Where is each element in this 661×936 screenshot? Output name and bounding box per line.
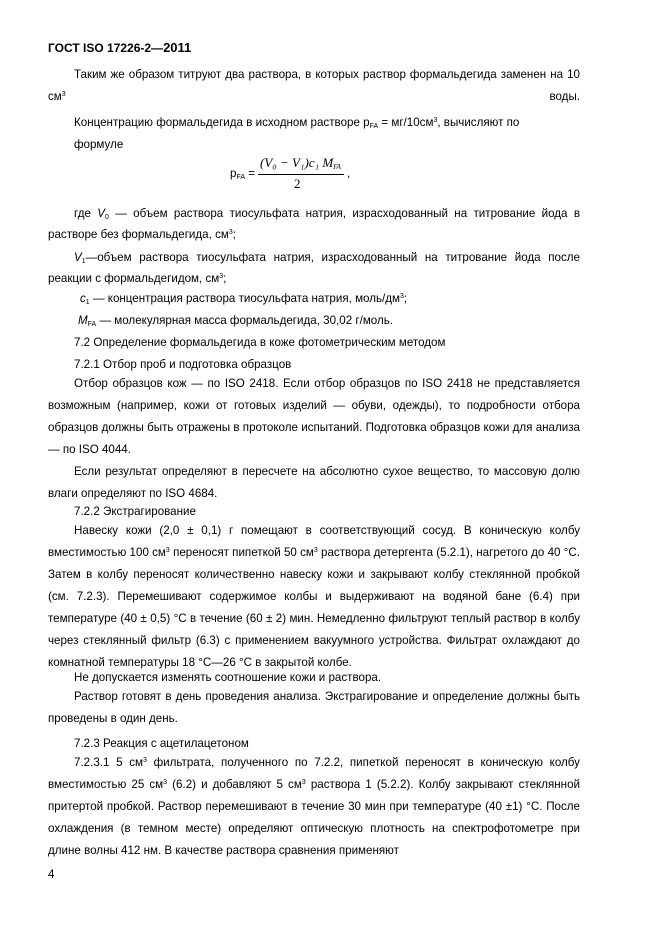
page-number: 4 [48,868,55,881]
text: ; [223,272,227,285]
subscript: 0 [105,214,109,221]
formula-word: формуле [74,138,124,151]
concentration-line [74,115,519,131]
text: растворе без формальдегида, см [48,228,229,241]
fraction-bar [258,174,344,175]
text: реакции с формальдегидом, см [48,272,220,285]
superscript: 3 [219,273,224,280]
text: Концентрацию формальдегида в исходном растворе p [74,116,370,129]
subscript: FA [369,123,379,130]
text: ; [232,228,236,241]
def-mfa [78,313,393,329]
subscript: FA [236,174,246,181]
text: раствора 1 (5.2.2). Колбу закрывают стеклянной притертой пробкой. Раствор перемешивают в течение 30 мин при температуре (40 ±1) °С. После охлаждения (в темном месте) определяют оптическую плотность на спектрофотометре при длине волны 412 нм. В качестве раствора сравнения применяют [48,778,580,857]
document-header [48,40,191,55]
text: (V₀ − V₁)c₁ M [260,155,334,170]
superscript: 3 [165,547,170,554]
superscript: 3 [433,117,438,124]
superscript: 3 [61,91,66,98]
paragraph-titration [48,64,580,108]
def-v1 [48,247,580,269]
text: — объем раствора тиосульфата натрия, израсходованный на титрование йода в [108,207,580,220]
superscript: 3 [313,547,318,554]
formula [220,155,420,195]
header-year: 2011 [163,40,192,55]
text: фильтрата, полученного по 7.2.2, пипеткой переносят в коническую колбу вместимостью 25 см [48,756,580,791]
formula-lhs [230,167,255,180]
section-7-2-1: 7.2.1 Отбор проб и подготовка образцов [74,358,292,371]
section-7-2-2: 7.2.2 Экстрагирование [74,505,196,518]
paragraph-7-2-3-1 [48,752,580,862]
superscript: 3 [163,779,168,786]
text: ; [403,292,408,305]
def-v1-cont [48,271,226,287]
def-v0-cont [48,227,236,243]
superscript: 3 [143,757,147,764]
text: (6.2) и добавляют 5 см [167,778,302,791]
subscript: 1 [81,258,86,265]
text: — концентрация раствора тиосульфата натрия, моль/дм [89,292,401,305]
symbol: M [78,314,88,327]
superscript: 3 [400,293,404,300]
formula-comma: , [347,167,351,180]
text: Таким же образом титруют два раствора, в которых раствор формальдегида заменен на 10 см [48,68,580,103]
formula-denominator: 2 [294,176,301,191]
subscript: 1 [85,299,90,306]
subscript: FA [87,321,97,328]
text: 7.2.3.1 5 см [74,756,144,769]
text: = [245,167,256,180]
formula-numerator [260,155,341,171]
symbol: c [80,292,86,305]
text: раствора детергента (5.2.1), нагретого до 40 °С. Затем в колбу переносят количественно навеску кожи и закрывают колбу стеклянной пробкой (см. 7.2.3). Перемешивают содержимое колбы и выдерживают на водяной бане (6.4) при температуре (40 ± 0,5) °С в течение (60 ± 2) мин. Немедленно фильтруют теплый раствор в колбу через стеклянный фильтр (6.3) с применением вакуумного устройства. Фильтрат охлаждают до комнатной температуры 18 °С—26 °С в закрытой колбе. [48,546,580,669]
text: — молекулярная масса формальдегида, 30,02 г/моль. [96,314,394,327]
text: Навеску кожи (2,0 ± 0,1) г помещают в соответствующий сосуд. В коническую колбу вместимостью 100 см [48,524,580,559]
section-7-2: 7.2 Определение формальдегида в коже фотометрическим методом [74,336,446,349]
paragraph-moisture: Если результат определяют в пересчете на абсолютно сухое вещество, то массовую долю влаги определяют по ISO 4684. [48,465,580,500]
text: где [74,207,98,220]
def-v0 [48,203,580,225]
symbol: V [97,207,105,220]
header-title: ГОСТ ISO 17226-2— [48,41,164,55]
paragraph-sampling: Отбор образцов кож — по ISO 2418. Если отбор образцов по ISO 2418 не представляется возможным (например, кожи от готовых изделий — обуви, одежды), то подробности отбора образцов должны быть отражены в протоколе испытаний. Подготовка образцов кожи для анализа — по ISO 4044. [48,377,580,456]
superscript: 3 [228,229,233,236]
def-c1 [80,291,407,307]
subscript: FA [333,163,341,171]
text: = мг/10см [378,116,434,129]
text: воды. [65,90,580,103]
paragraph-extraction [48,520,580,674]
superscript: 3 [301,779,306,786]
paragraph-no-change: Не допускается изменять соотношение кожи и раствора. [74,671,382,684]
section-7-2-3: 7.2.3 Реакция с ацетилацетоном [74,737,249,750]
text: p [230,167,237,180]
text: —объем раствора тиосульфата натрия, израсходованный на титрование йода после [85,251,580,264]
text: , вычисляют по [437,116,520,129]
text: переносят пипеткой 50 см [169,546,314,559]
symbol: V [74,251,82,264]
paragraph-same-day: Раствор готовят в день проведения анализа. Экстрагирование и определение должны быть проведены в один день. [48,690,580,725]
